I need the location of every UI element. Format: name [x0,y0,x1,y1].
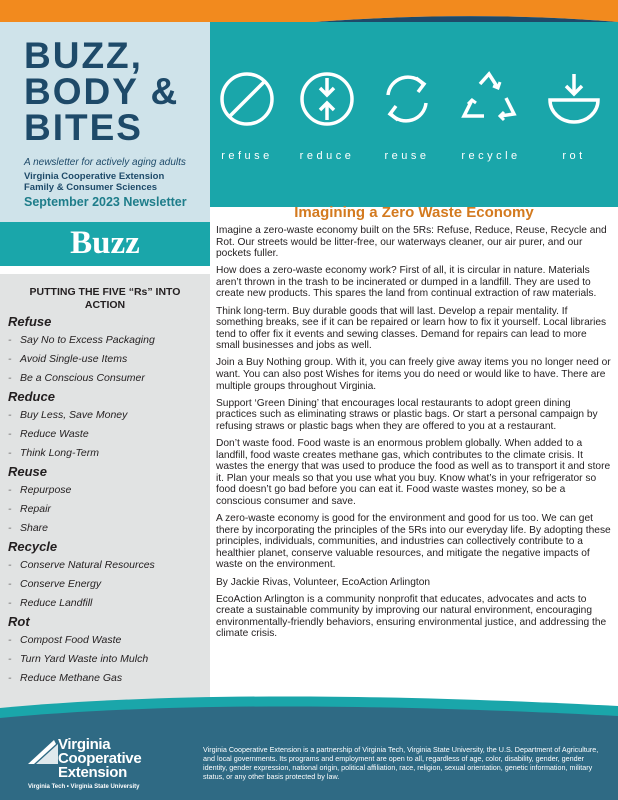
article-title: Imagining a Zero Waste Economy [294,204,534,221]
article-paragraph: Support ‘Green Dining’ that encourages local restaurants to adopt green dining practices such as eliminating straws or plastic bags. Or start a personal campaign by refusing straws or plastic bags when they are offered to you at a restaurant. [216,397,598,432]
article-paragraph: EcoAction Arlington is a community nonprofit that educates, advocates and acts to create a sustainable community by improving our natural environment, encouraging environmentally-friendly behaviors, ensuring environmental justice, and addressing the climate crisis. [216,593,607,640]
list-item: - Compost Food Waste [8,631,206,650]
list-item: - Reduce Landfill [8,594,206,613]
rot-label: rot [562,150,586,162]
title-line-3: BITES [24,107,143,148]
reuse-label: reuse [384,150,430,162]
article-paragraph: Think long-term. Buy durable goods that will last. Develop a repair mentality. If something breaks, see if it can be repaired or learn how to fix it yourself. Local libraries tend to offer fix it events and sewing classes. Demand for repairs can lead to more small businesses and jobs as well. [216,305,607,352]
org-line-1: Virginia Cooperative Extension [24,171,165,182]
list-item: - Turn Yard Waste into Mulch [8,650,206,669]
organization-name [24,171,164,193]
list-item: - Conserve Energy [8,575,206,594]
category-reduce: Reduce [8,389,55,404]
list-item: - Conserve Natural Resources [8,556,206,575]
newsletter-title [24,35,180,148]
article-paragraph: Imagine a zero-waste economy built on the 5Rs: Refuse, Reduce, Reuse, Recycle and Rot. Our streets would be litter-free, our waterways cleaner, our air purer, and our pockets fuller. [216,225,607,260]
newsletter-tagline: A newsletter for actively aging adults [24,157,186,168]
recycle-triangle-icon [460,70,518,128]
vce-logo-subtitle: Virginia Tech • Virginia State University [28,784,140,790]
article-byline: By Jackie Rivas, Volunteer, EcoAction Arlington [216,576,431,588]
article-paragraph: Don’t waste food. Food waste is an enormous problem globally. When added to a landfill, food waste creates methane gas, which contributes to the climate crisis. It wastes the energy that was used to produce the food as well as to transport it and store it. Plan your meals so that you use what you buy. Know what’s in your refrigerator so food doesn’t go bad before you can eat it. Food waste wastes money, so be a conscious consumer and save. [216,438,611,507]
list-item: - Reduce Methane Gas [8,669,206,688]
list-item: - Buy Less, Save Money [8,406,206,425]
five-rs-action-list [8,313,206,688]
vce-logo-text [58,738,141,780]
logo-line-3: Extension [58,764,127,781]
reduce-label: reduce [299,150,355,162]
org-line-2: Family & Consumer Sciences [24,182,158,193]
list-item: - Say No to Excess Packaging [8,331,206,350]
list-item: - Reduce Waste [8,425,206,444]
title-line-2: BODY & [24,71,180,112]
logo-line-2: Cooperative [58,750,142,767]
article-body [216,225,612,646]
list-item: - Share [8,519,206,538]
issue-date: September 2023 Newsletter [24,195,187,209]
reduce-arrows-icon [298,70,356,128]
title-line-1: BUZZ, [24,35,143,76]
category-refuse: Refuse [8,314,52,329]
list-item: - Avoid Single-use Items [8,350,206,369]
category-recycle: Recycle [8,539,58,554]
category-reuse: Reuse [8,464,48,479]
category-rot: Rot [8,614,30,629]
refuse-label: refuse [221,150,273,162]
nondiscrimination-statement: Virginia Cooperative Extension is a partnership of Virginia Tech, Virginia State University, the U.S. Department of Agriculture, and local governments. Its programs and employment are open to all, regardless of age, color, disability, gender, gender identity, gender expression, national origin, political affiliation, race, religion, sexual orientation, genetic information, military status, or any other basis protected by law. [203,745,599,781]
refuse-circle-slash-icon [218,70,276,128]
section-divider [0,266,210,274]
list-item: - Be a Conscious Consumer [8,369,206,388]
reuse-cycle-icon [378,70,436,128]
list-item: - Repurpose [8,481,206,500]
recycle-label: recycle [461,150,521,162]
sidebar-heading: PUTTING THE FIVE “Rs” INTO ACTION [29,286,181,311]
buzz-section-title: Buzz [70,225,140,261]
article-paragraph: A zero-waste economy is good for the environment and good for us too. We can get there by incorporating the principles of the 5Rs into our everyday life. By adopting these principles, individuals, communities, and industries can collectively contribute to a healthier planet, conserve valuable resources, and mitigate the negative impacts of waste on the environment. [216,513,611,571]
rot-bowl-icon [545,70,603,128]
list-item: - Think Long-Term [8,444,206,463]
article-paragraph: Join a Buy Nothing group. With it, you can freely give away items you no longer need or want. You can also post Wishes for items you do need or would like to have. There are multiple groups throughout Virginia. [216,357,611,392]
list-item: - Repair [8,500,206,519]
logo-line-1: Virginia [58,736,111,753]
article-paragraph: How does a zero-waste economy work? First of all, it is circular in nature. Materials aren’t thrown in the trash to be incinerated or dumped in a landfill. They are used to create new products. This spares the land from continual extraction of raw materials. [216,265,597,300]
